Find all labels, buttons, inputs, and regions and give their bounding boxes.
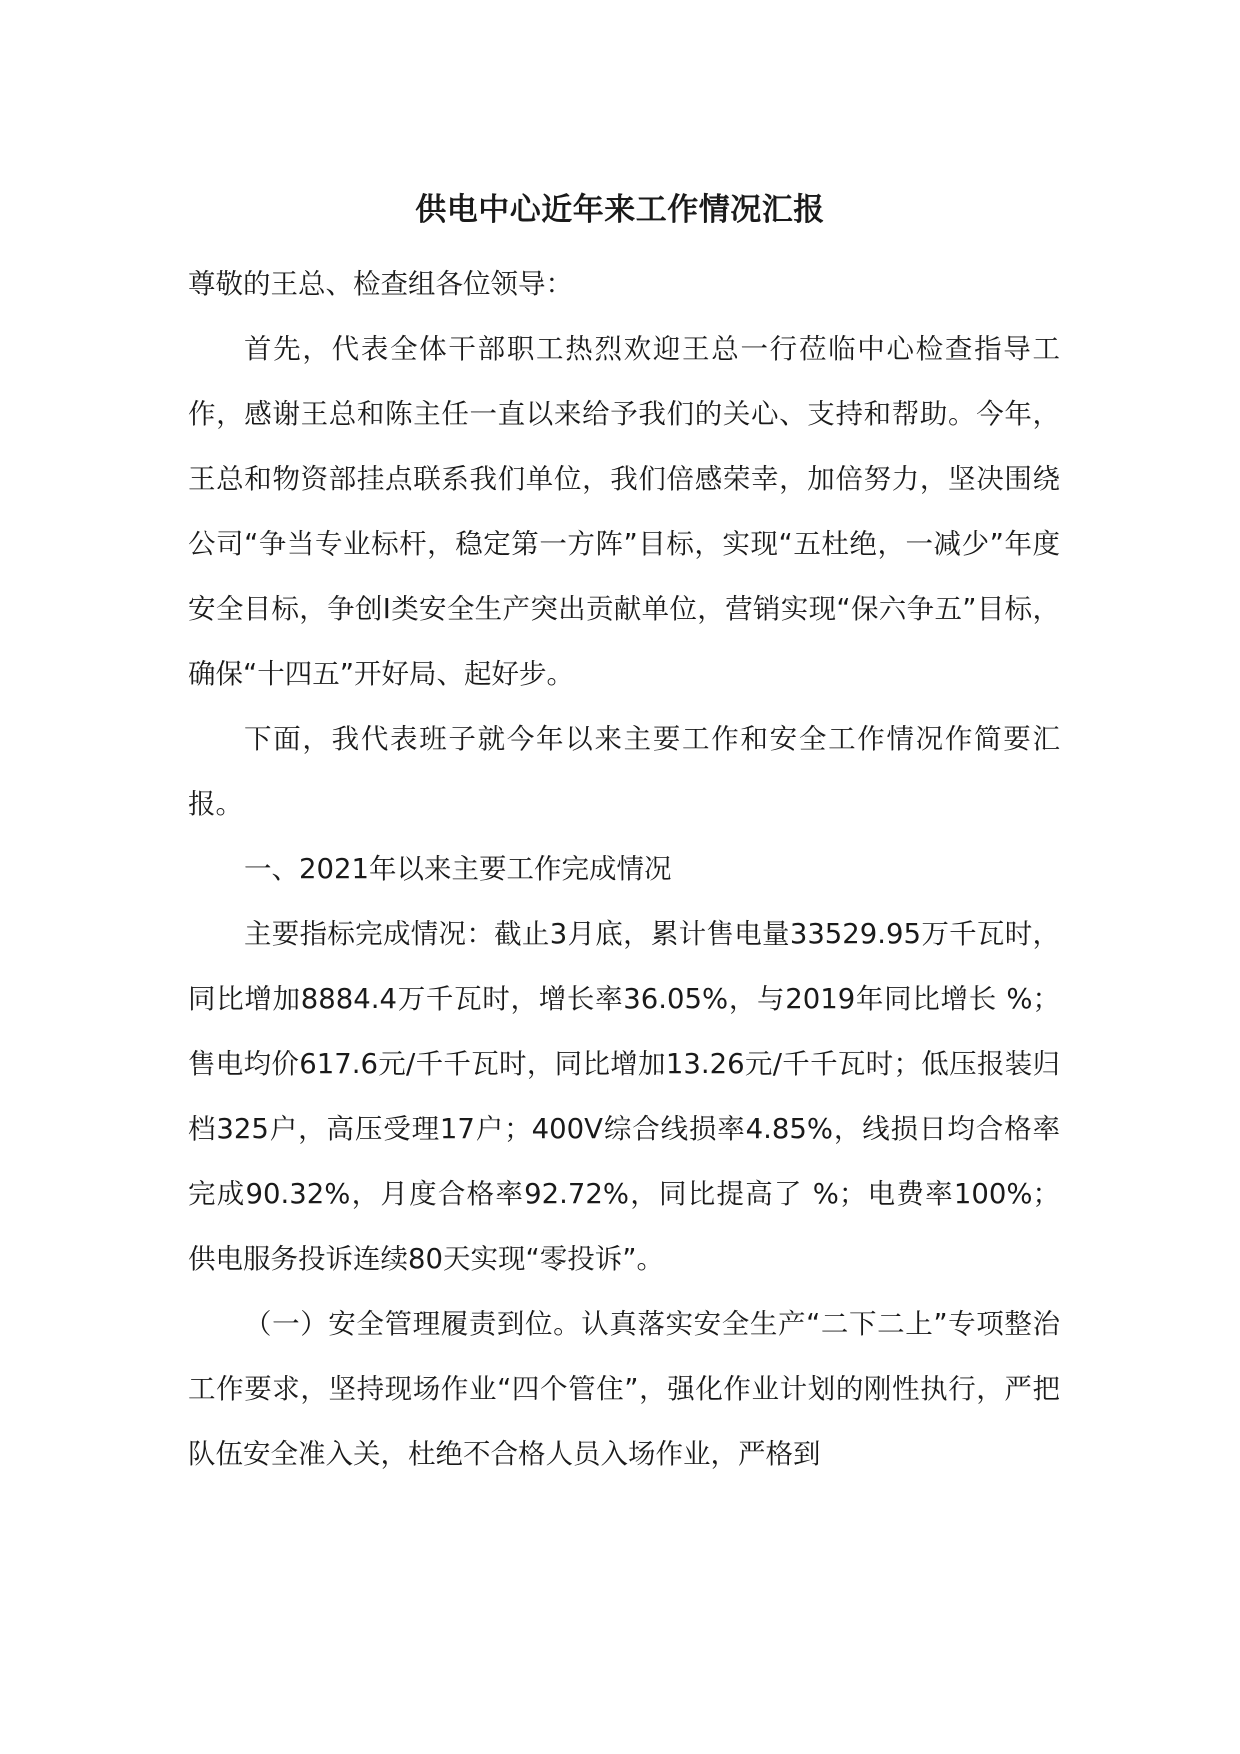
document-title: 供电中心近年来工作情况汇报 [415,192,825,228]
section-heading-1: 一、2021年以来主要工作完成情况 [244,853,672,885]
paragraph-intro: 下面，我代表班子就今年以来主要工作和安全工作情况作简要汇报。 [188,723,1060,820]
salutation: 尊敬的王总、检查组各位领导： [188,268,573,300]
document-body [188,252,1060,1487]
paragraph-indicators: 主要指标完成情况：截止3月底，累计售电量33529.95万千瓦时，同比增加8884.4万千瓦时，增长率36.05%，与2019年同比增长 %；售电均价617.6元/千千瓦时，同比增加13.26元/千千瓦时；低压报装归档325户，高压受理17户；400V综合线损率4.85%，线损日均合格率完成90.32%，月度合格率92.72%，同比提高了 %；电费率100%；供电服务投诉连续80天实现“零投诉”。 [188,918,1060,1275]
paragraph-welcome: 首先，代表全体干部职工热烈欢迎王总一行莅临中心检查指导工作，感谢王总和陈主任一直以来给予我们的关心、支持和帮助。今年，王总和物资部挂点联系我们单位，我们倍感荣幸，加倍努力，坚决围绕公司“争当专业标杆，稳定第一方阵”目标，实现“五杜绝，一减少”年度安全目标，争创Ⅰ类安全生产突出贡献单位，营销实现“保六争五”目标，确保“十四五”开好局、起好步。 [188,333,1060,690]
paragraph-safety: （一）安全管理履责到位。认真落实安全生产“二下二上”专项整治工作要求，坚持现场作业“四个管住”，强化作业计划的刚性执行，严把队伍安全准入关，杜绝不合格人员入场作业，严格到 [188,1308,1060,1470]
